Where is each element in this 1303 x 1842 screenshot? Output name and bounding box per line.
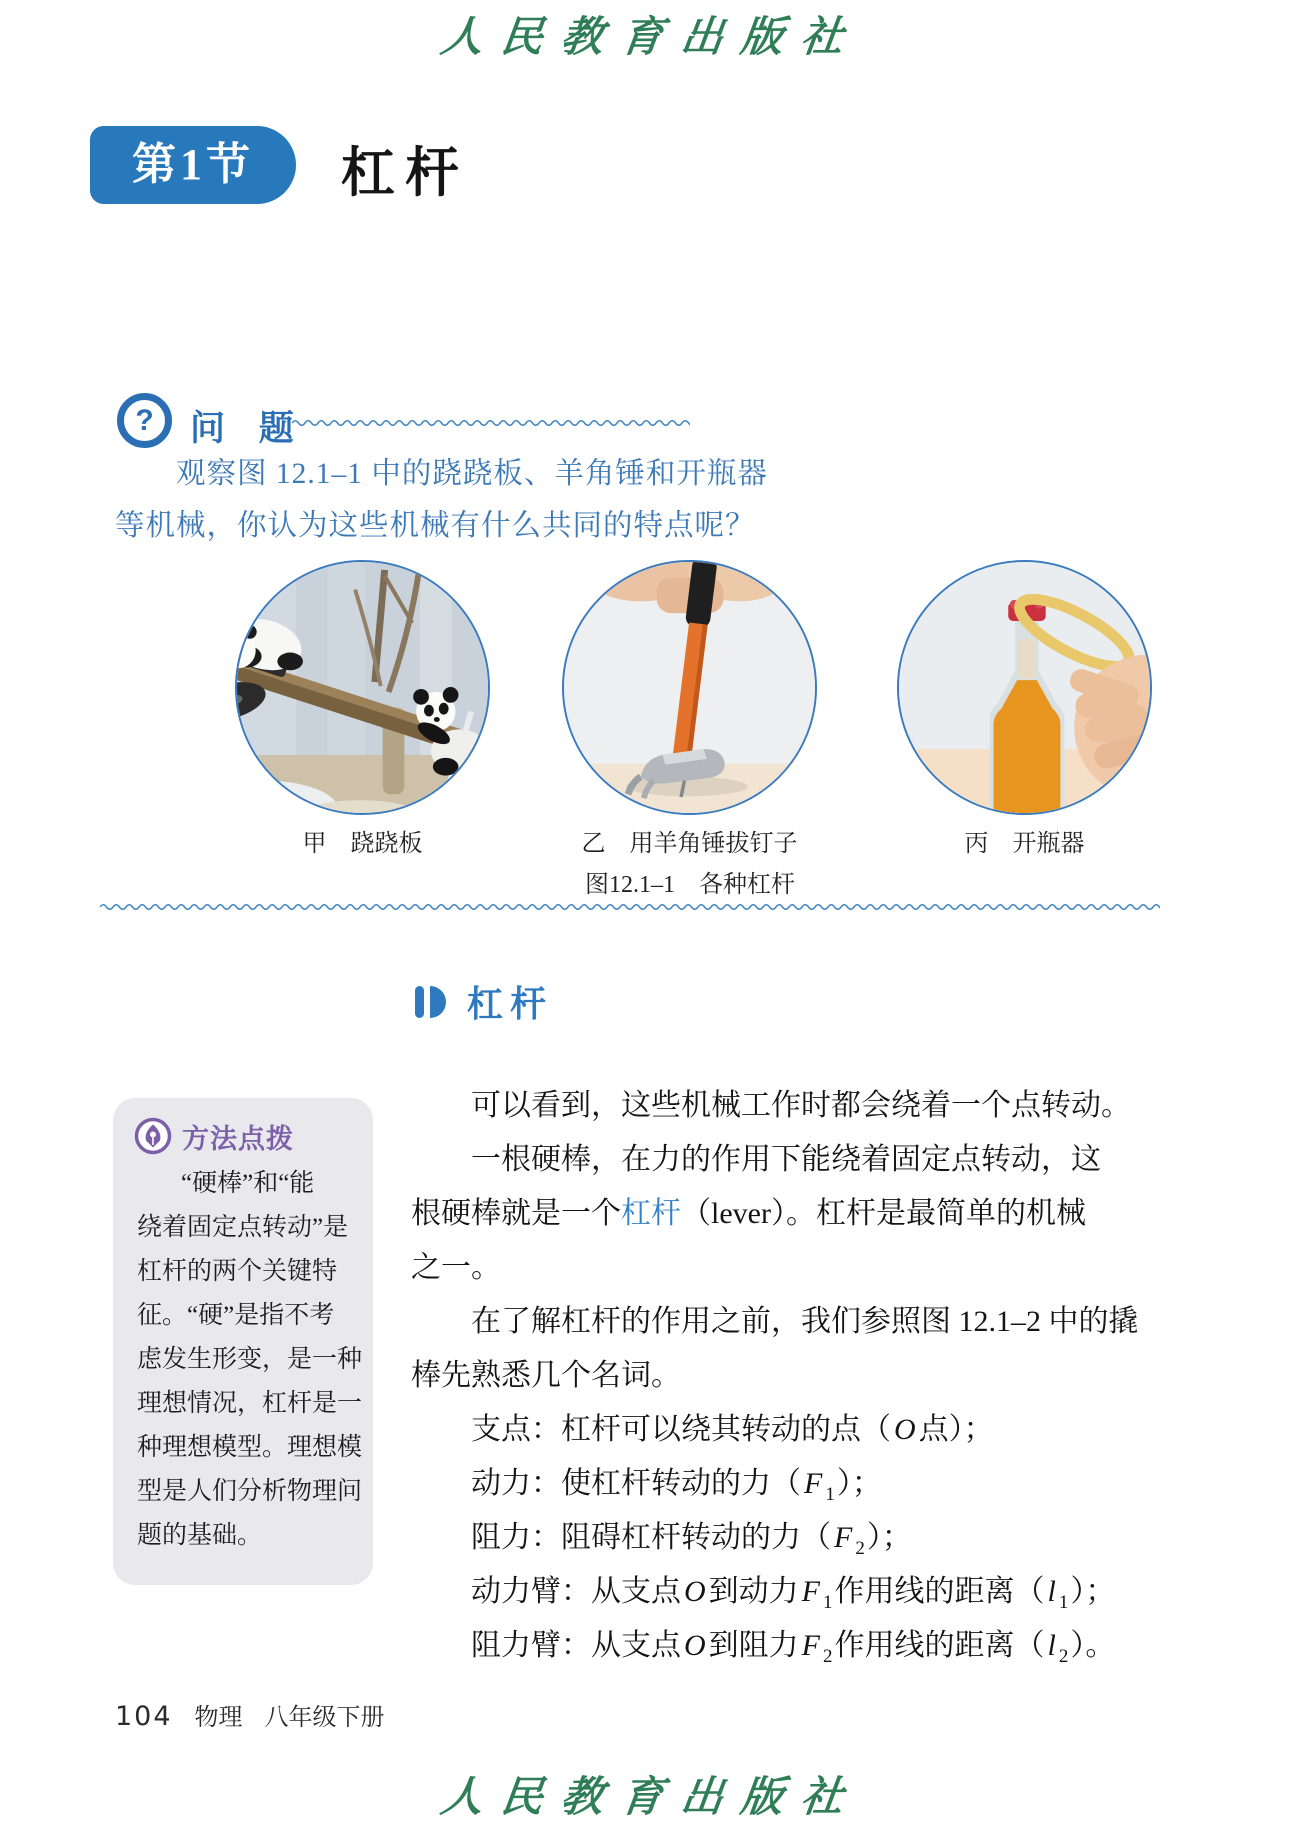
photo-seesaw-pandas xyxy=(235,560,490,815)
question-text-line: 等机械，你认为这些机械有什么共同的特点呢？ xyxy=(115,510,756,542)
question-section-label: 问 题 xyxy=(190,409,306,448)
method-box-line: 虑发生形变，是一种 xyxy=(137,1346,363,1373)
pen-nib-icon xyxy=(133,1116,173,1156)
page-number: 104 xyxy=(115,1701,173,1732)
method-box-line: 题的基础。 xyxy=(137,1522,263,1549)
photo-caption: 乙 用羊角锤拔钉子 xyxy=(581,831,798,857)
body-text-line: 在了解杠杆的作用之前，我们参照图 12.1–2 中的撬 xyxy=(471,1305,1139,1338)
photo-caption: 丙 开瓶器 xyxy=(964,831,1085,857)
method-box-line: 种理想模型。理想模 xyxy=(137,1434,363,1461)
method-box-line: 杠杆的两个关键特 xyxy=(137,1258,338,1285)
method-box-line: 理想情况，杠杆是一 xyxy=(137,1390,363,1417)
figure-label: 图12.1–1 各种杠杆 xyxy=(585,872,795,898)
body-text-line: 支点：杠杆可以绕其转动的点（ O 点）； xyxy=(471,1413,994,1446)
method-box-line: 绕着固定点转动”是 xyxy=(137,1214,349,1241)
body-text-line: 阻力臂：从支点 O 到阻力 F $_2$作用线的距离（ l $_2$）。 xyxy=(471,1629,1116,1667)
method-box-line: “硬棒”和“能 xyxy=(181,1170,315,1197)
body-text-line: 一根硬棒，在力的作用下能绕着固定点转动，这 xyxy=(471,1143,1101,1176)
body-text-line: 动力臂：从支点 O 到动力 F $_1$作用线的距离（ l $_1$）； xyxy=(471,1575,1116,1613)
publisher-logo-bottom: 人民教育出版社 xyxy=(438,1772,865,1821)
body-text-line: 之一。 xyxy=(411,1251,501,1284)
wavy-underline-icon xyxy=(292,414,690,430)
body-text-line: 根硬棒就是一个杠杆（lever）。杠杆是最简单的机械 xyxy=(411,1197,1086,1230)
method-box-line: 型是人们分析物理问 xyxy=(137,1478,363,1505)
section-divider-wave xyxy=(100,898,1160,914)
body-text-line: 棒先熟悉几个名词。 xyxy=(411,1359,681,1392)
method-box-body xyxy=(137,1162,363,1558)
publisher-logo-top: 人民教育出版社 xyxy=(438,12,865,61)
question-icon xyxy=(117,393,172,448)
page-title: 杠杆 xyxy=(341,143,469,203)
photo-caption: 甲 跷跷板 xyxy=(302,831,423,857)
method-box-line: 征。“硬”是指不考 xyxy=(137,1302,335,1329)
section-heading xyxy=(413,976,553,1027)
footer-volume: 八年级下册 xyxy=(264,1705,385,1731)
question-text-line: 观察图 12.1–1 中的跷跷板、羊角锤和开瓶器 xyxy=(176,458,768,490)
method-box-header xyxy=(133,1116,294,1156)
section-heading-text: 杠杆 xyxy=(467,983,554,1024)
claw-hammer-illustration xyxy=(564,562,815,813)
question-icon-glyph: ? xyxy=(135,403,154,437)
photo-bottle-opener xyxy=(897,560,1152,815)
photo-claw-hammer xyxy=(562,560,817,815)
bottle-opener-illustration xyxy=(899,562,1150,813)
section-marker-icon xyxy=(413,984,453,1020)
seesaw-pandas-illustration xyxy=(237,562,488,813)
body-text-line: 可以看到，这些机械工作时都会绕着一个点转动。 xyxy=(471,1089,1131,1122)
body-text-line: 阻力：阻碍杠杆转动的力（ F $_2$）； xyxy=(471,1521,912,1559)
page-footer xyxy=(115,1697,385,1732)
body-text xyxy=(411,1079,1201,1673)
method-tips-box xyxy=(113,1098,373,1585)
footer-subject: 物理 xyxy=(194,1705,243,1731)
section-badge: 第1节 xyxy=(90,126,296,204)
body-text-line: 动力：使杠杆转动的力（ F $_1$）； xyxy=(471,1467,882,1505)
method-box-title: 方法点拨 xyxy=(182,1123,294,1154)
